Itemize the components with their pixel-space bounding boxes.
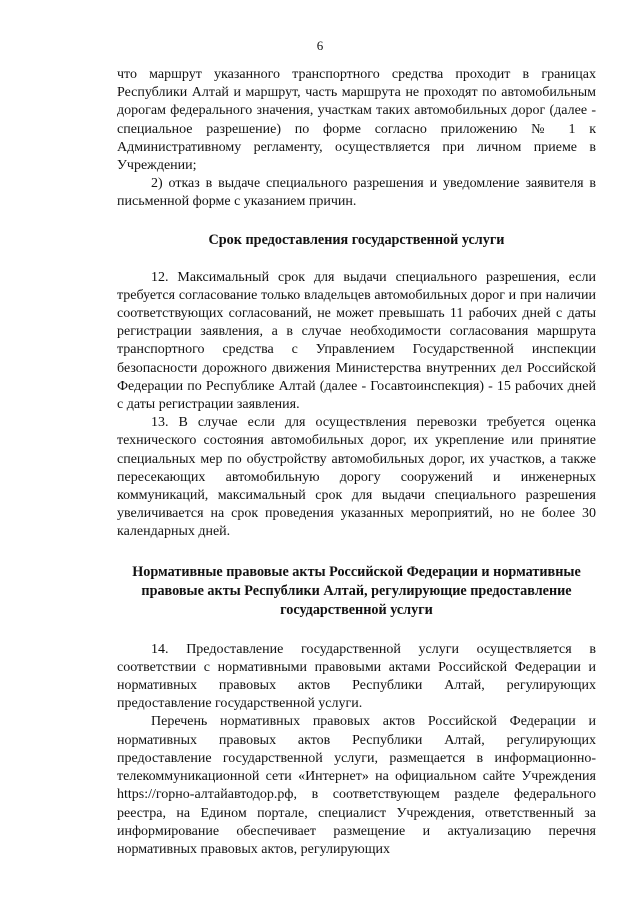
paragraph-legal-acts-list: Перечень нормативных правовых актов Российской Федерации и нормативных правовых актов Республики Алтай, регулирующих предоставление государственной услуги, размещается в информационно-телекоммуникационной сети «Интернет» на официальном сайте Учреждения https://горно-алтайавтодор.рф, в соответствующем разделе федерального реестра, на Едином портале, специалист Учреждения, ответственный за информирование обеспечивает размещение и актуализацию перечня нормативных правовых актов, регулирующих — [117, 714, 596, 857]
spacer — [117, 620, 596, 641]
document-body — [117, 66, 596, 859]
paragraph-refusal: 2) отказ в выдаче специального разрешения и уведомление заявителя в письменной форме с указанием причин. — [117, 176, 596, 210]
paragraph-route-conditions: что маршрут указанного транспортного средства проходит в границах Республики Алтай и маршрут, часть маршрута не проходят по автомобильным дорогам федерального значения, участкам таких автомобильных дорог (далее - специальное разрешение) по форме согласно приложению № 1 к Административному регламенту, осуществляется при личном приеме в Учреждении; — [117, 67, 596, 174]
paragraph-12: 12. Максимальный срок для выдачи специального разрешения, если требуется согласование только владельцев автомобильных дорог и при наличии соответствующих согласований, не может превышать 11 рабочих дней с даты регистрации заявления, а в случае необходимости согласования маршрута транспортного средства с Управлением Государственной инспекции безопасности дорожного движения Министерства внутренних дел Российской Федерации по Республике Алтай (далее - Госавтоинспекция) - 15 рабочих дней с даты регистрации заявления. — [117, 269, 596, 413]
section-heading-legal-acts: Нормативные правовые акты Российской Федерации и нормативные правовые акты Республики Алтай, регулирующие предоставление государственной услуги — [132, 563, 581, 618]
spacer — [117, 212, 596, 231]
paragraph-14: 14. Предоставление государственной услуги осуществляется в соответствии с нормативными правовыми актами Российской Федерации и нормативных правовых актов Республики Алтай, регулирующих предоставление государственной услуги. — [117, 641, 596, 712]
spacer — [117, 542, 596, 563]
paragraph-13: 13. В случае если для осуществления перевозки требуется оценка технического состояния автомобильных дорог, их укрепление или принятие специальных мер по обустройству автомобильных дорог, их участков, а также пересекающих автомобильную дорогу сооружений и инженерных коммуникаций, максимальный срок для выдачи специального разрешения увеличивается на срок проведения указанных мероприятий, но не более 30 календарных дней. — [117, 415, 596, 540]
page-number: 6 — [316, 38, 324, 53]
spacer — [117, 250, 596, 269]
section-heading-term: Срок предоставления государственной услуги — [208, 231, 505, 248]
